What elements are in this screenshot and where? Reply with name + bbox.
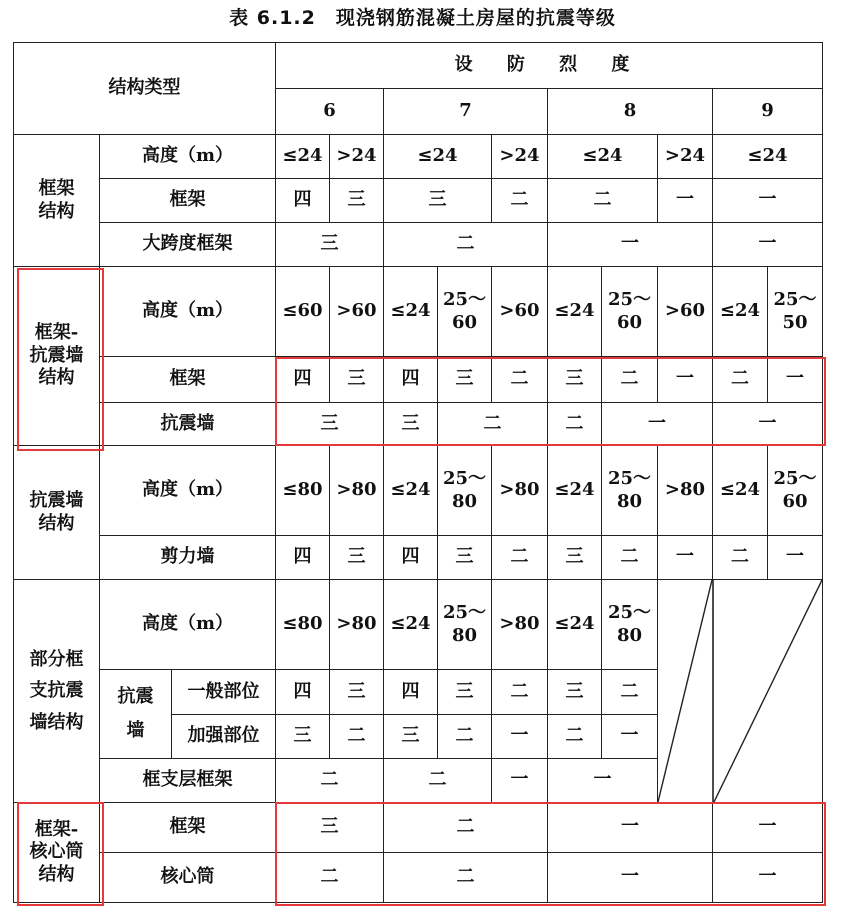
core-tube-grade: 二 [384, 853, 548, 903]
partial-frame-height-cell: >80 [492, 580, 548, 670]
frame-shear-height-label: 高度（m） [100, 267, 276, 357]
shear-wall-grade: 一 [658, 536, 713, 580]
strengthened-grade-cell: 二 [548, 715, 602, 759]
frame-shear-frame-grade: 四 [276, 357, 330, 403]
frame-height-cell: >24 [330, 135, 384, 179]
large-span-grade-cell: 三 [276, 223, 384, 267]
shear-wall-height-cell: ≤80 [276, 446, 330, 536]
frame-shear-wall-grade: 三 [384, 403, 438, 446]
shear-wall-grade: 三 [548, 536, 602, 580]
shear-wall-height-cell: ≤24 [548, 446, 602, 536]
general-grade-cell: 四 [276, 670, 330, 715]
partial-frame-height-cell: >80 [330, 580, 384, 670]
structure-type-header: 结构类型 [14, 43, 276, 135]
general-grade-cell: 二 [492, 670, 548, 715]
partial-frame-height-label: 高度（m） [100, 580, 276, 670]
shear-wall-height-cell: ≤24 [384, 446, 438, 536]
shear-wall-grade: 二 [492, 536, 548, 580]
frame-shear-frame-grade: 一 [768, 357, 823, 403]
frame-shear-frame-grade: 二 [492, 357, 548, 403]
partial-frame-height-cell: ≤24 [384, 580, 438, 670]
large-span-grade-cell: 一 [548, 223, 713, 267]
frame-grade-cell: 三 [384, 179, 492, 223]
frame-shear-frame-grade: 二 [713, 357, 768, 403]
frame-grade-cell: 三 [330, 179, 384, 223]
frame-frame-label: 框架 [100, 179, 276, 223]
shear-wall-grade: 二 [602, 536, 658, 580]
table-caption: 表 6.1.2 现浇钢筋混凝土房屋的抗震等级 [229, 7, 616, 29]
frame-shear-height-cell: 25～ 50 [768, 267, 823, 357]
shear-wall-height-cell: 25～ 80 [438, 446, 492, 536]
shear-wall-wall-label: 剪力墙 [100, 536, 276, 580]
frame-height-cell: >24 [658, 135, 713, 179]
seismic-grade-table [13, 42, 823, 903]
support-frame-grade: 一 [492, 759, 548, 803]
shear-wall-height-cell: 25～ 80 [602, 446, 658, 536]
general-grade-cell: 二 [602, 670, 658, 715]
intensity-label: 设 防 烈 度 [454, 54, 644, 76]
large-span-grade-cell: 二 [384, 223, 548, 267]
frame-height-cell: ≤24 [384, 135, 492, 179]
frame-shear-frame-grade: 一 [658, 357, 713, 403]
shear-wall-grade: 二 [713, 536, 768, 580]
strengthened-part-label: 加强部位 [172, 715, 276, 759]
frame-height-cell: ≤24 [276, 135, 330, 179]
frame-shear-frame-grade: 三 [438, 357, 492, 403]
frame-core-frame-grade: 一 [548, 803, 713, 853]
shear-wall-grade: 四 [384, 536, 438, 580]
frame-core-frame-label: 框架 [100, 803, 276, 853]
frame-shear-wall-grade: 一 [713, 403, 823, 446]
shear-wall-height-label: 高度（m） [100, 446, 276, 536]
not-applicable-diagonal-cell [658, 580, 823, 803]
general-grade-cell: 三 [330, 670, 384, 715]
strengthened-grade-cell: 一 [492, 715, 548, 759]
frame-shear-frame-grade: 二 [602, 357, 658, 403]
frame-shear-wall-grade: 一 [602, 403, 713, 446]
frame-shear-frame-grade: 三 [548, 357, 602, 403]
degree-7: 7 [384, 89, 548, 135]
support-frame-grade: 二 [276, 759, 384, 803]
frame-grade-cell: 二 [492, 179, 548, 223]
shear-wall-height-cell: >80 [330, 446, 384, 536]
frame-shear-frame-label: 框架 [100, 357, 276, 403]
shear-wall-height-cell: 25～ 60 [768, 446, 823, 536]
frame-shear-height-cell: ≤24 [548, 267, 602, 357]
frame-grade-cell: 一 [713, 179, 823, 223]
shear-wall-height-cell: >80 [658, 446, 713, 536]
core-tube-label: 核心筒 [100, 853, 276, 903]
frame-shear-frame-grade: 四 [384, 357, 438, 403]
degree-6: 6 [276, 89, 384, 135]
shear-wall-height-cell: >80 [492, 446, 548, 536]
wall-group-label: 抗震 墙 [100, 670, 172, 759]
frame-shear-wall-grade: 二 [548, 403, 602, 446]
support-frame-grade: 二 [384, 759, 492, 803]
strengthened-grade-cell: 二 [330, 715, 384, 759]
degree-9: 9 [713, 89, 823, 135]
strengthened-grade-cell: 三 [276, 715, 330, 759]
frame-height-label: 高度（m） [100, 135, 276, 179]
frame-shear-height-cell: ≤60 [276, 267, 330, 357]
frame-grade-cell: 二 [548, 179, 658, 223]
frame-shear-frame-grade: 三 [330, 357, 384, 403]
intensity-header [276, 43, 823, 89]
frame-shear-height-cell: >60 [330, 267, 384, 357]
partial-frame-height-cell: 25～ 80 [438, 580, 492, 670]
frame-shear-height-cell: 25～ 60 [602, 267, 658, 357]
support-frame-grade: 一 [548, 759, 658, 803]
frame-core-frame-grade: 三 [276, 803, 384, 853]
frame-grade-cell: 四 [276, 179, 330, 223]
general-grade-cell: 四 [384, 670, 438, 715]
degree-8: 8 [548, 89, 713, 135]
core-tube-grade: 一 [548, 853, 713, 903]
frame-shear-wall-grade: 三 [276, 403, 384, 446]
large-span-label: 大跨度框架 [100, 223, 276, 267]
general-grade-cell: 三 [548, 670, 602, 715]
shear-wall-grade: 三 [330, 536, 384, 580]
general-part-label: 一般部位 [172, 670, 276, 715]
support-frame-label: 框支层框架 [100, 759, 276, 803]
frame-core-label: 框架- 核心筒 结构 [14, 803, 100, 903]
core-tube-grade: 一 [713, 853, 823, 903]
frame-shear-height-cell: >60 [492, 267, 548, 357]
shear-wall-grade: 四 [276, 536, 330, 580]
shear-wall-height-cell: ≤24 [713, 446, 768, 536]
strengthened-grade-cell: 二 [438, 715, 492, 759]
frame-height-cell: ≤24 [548, 135, 658, 179]
shear-wall-grade: 三 [438, 536, 492, 580]
partial-frame-height-cell: 25～ 80 [602, 580, 658, 670]
frame-shear-height-cell: ≤24 [713, 267, 768, 357]
frame-core-frame-grade: 一 [713, 803, 823, 853]
strengthened-grade-cell: 一 [602, 715, 658, 759]
frame-core-frame-grade: 二 [384, 803, 548, 853]
large-span-grade-cell: 一 [713, 223, 823, 267]
partial-frame-height-cell: ≤80 [276, 580, 330, 670]
partial-frame-label: 部分框 支抗震 墙结构 [14, 580, 100, 803]
core-tube-grade: 二 [276, 853, 384, 903]
frame-shear-height-cell: ≤24 [384, 267, 438, 357]
shear-wall-grade: 一 [768, 536, 823, 580]
frame-grade-cell: 一 [658, 179, 713, 223]
frame-structure-label: 框架 结构 [14, 135, 100, 267]
general-grade-cell: 三 [438, 670, 492, 715]
frame-height-cell: >24 [492, 135, 548, 179]
shear-wall-label: 抗震墙 结构 [14, 446, 100, 580]
frame-shear-wall-label: 抗震墙 [100, 403, 276, 446]
frame-shear-label: 框架- 抗震墙 结构 [14, 267, 100, 446]
frame-height-cell: ≤24 [713, 135, 823, 179]
partial-frame-height-cell: ≤24 [548, 580, 602, 670]
frame-shear-height-cell: >60 [658, 267, 713, 357]
diagonal-lines-icon [658, 580, 822, 802]
frame-shear-wall-grade: 二 [438, 403, 548, 446]
strengthened-grade-cell: 三 [384, 715, 438, 759]
frame-shear-height-cell: 25～ 60 [438, 267, 492, 357]
